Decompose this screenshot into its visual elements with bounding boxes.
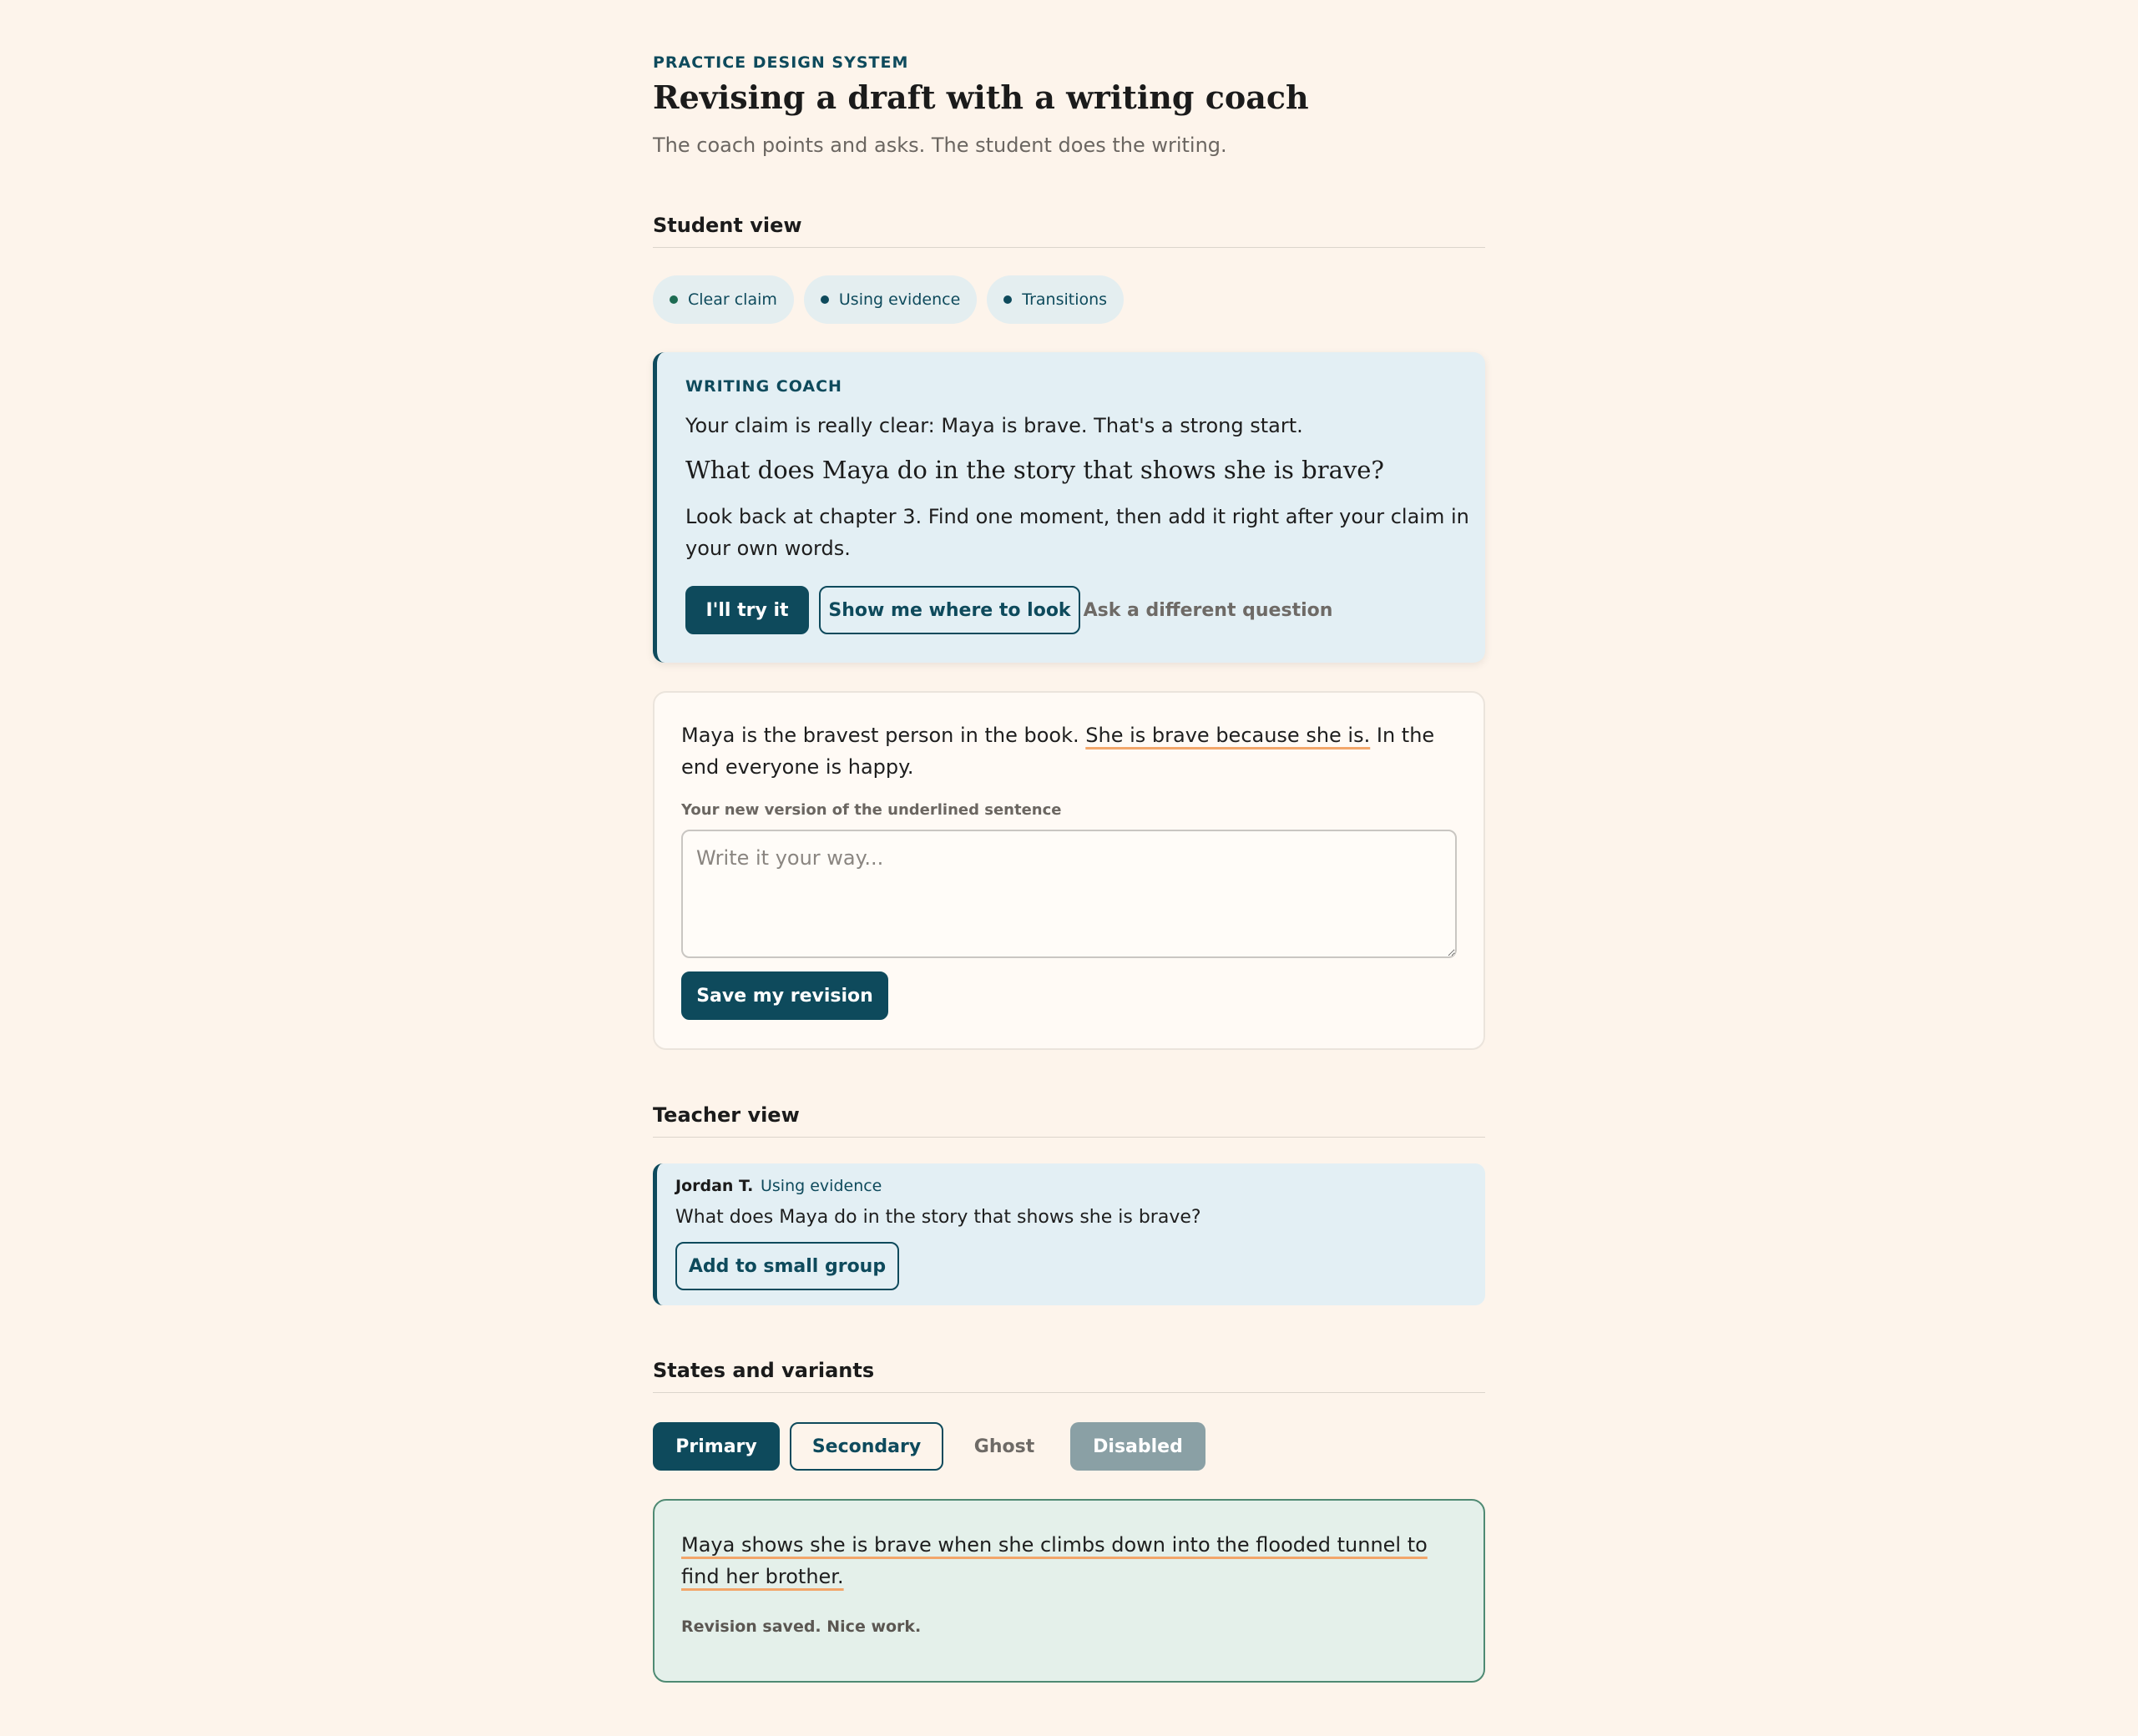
ask-different-question-button[interactable]: Ask a different question — [1090, 586, 1326, 634]
page-title: Revising a draft with a writing coach — [653, 78, 1309, 116]
coach-hint: Look back at chapter 3. Find one moment, then add it right after your claim in your own words. — [685, 505, 1469, 560]
show-where-button[interactable]: Show me where to look — [819, 586, 1080, 634]
coach-question: What does Maya do in the story that shows she is brave? — [685, 456, 1384, 484]
saved-revision-card — [653, 1499, 1485, 1683]
student-name: Jordan T. — [675, 1177, 754, 1195]
saved-status: Revision saved. Nice work. — [681, 1617, 922, 1636]
states-heading: States and variants — [653, 1359, 1485, 1393]
ghost-button[interactable]: Ghost — [953, 1422, 1055, 1471]
draft-text — [681, 719, 1458, 783]
disabled-button: Disabled — [1070, 1422, 1205, 1471]
coach-praise: Your claim is really clear: Maya is brave. That's a strong start. — [685, 414, 1303, 437]
chip-label: Using evidence — [838, 290, 961, 309]
page-subtitle: The coach points and asks. The student does the writing. — [653, 134, 1227, 157]
draft-text-before: Maya is the bravest person in the book. — [681, 724, 1086, 747]
chip-label: Transitions — [1022, 290, 1108, 309]
button-variants — [653, 1422, 1485, 1472]
try-it-button[interactable]: I'll try it — [685, 586, 809, 634]
chip-clear-claim[interactable] — [653, 275, 794, 324]
status-dot-icon — [670, 295, 678, 304]
add-to-small-group-button[interactable]: Add to small group — [675, 1242, 899, 1290]
writing-coach-card — [653, 352, 1485, 663]
teacher-student-card — [653, 1163, 1485, 1305]
teacher-view-heading: Teacher view — [653, 1103, 1485, 1138]
status-dot-icon — [1003, 295, 1012, 304]
secondary-button[interactable]: Secondary — [790, 1422, 943, 1471]
status-dot-icon — [821, 295, 829, 304]
primary-button[interactable]: Primary — [653, 1422, 780, 1471]
student-view-heading: Student view — [653, 214, 1485, 248]
chip-transitions[interactable] — [987, 275, 1124, 324]
saved-sentence: Maya shows she is brave when she climbs down into the flooded tunnel to find her brother. — [681, 1533, 1428, 1588]
revision-input[interactable] — [681, 830, 1457, 958]
saved-revision-text — [681, 1529, 1458, 1592]
save-revision-button[interactable]: Save my revision — [681, 971, 888, 1020]
skill-chips — [653, 275, 1124, 324]
chip-label: Clear claim — [688, 290, 777, 309]
teacher-question: What does Maya do in the story that shows she is brave? — [675, 1207, 1201, 1228]
skill-tag: Using evidence — [761, 1177, 882, 1195]
coach-label: WRITING COACH — [685, 377, 842, 396]
eyebrow: PRACTICE DESIGN SYSTEM — [653, 53, 909, 72]
chip-using-evidence[interactable] — [804, 275, 977, 324]
draft-text-after: In the end everyone is happy. — [681, 724, 1435, 779]
revision-field-label: Your new version of the underlined sentence — [681, 801, 1062, 819]
underlined-sentence: She is brave because she is. — [1085, 724, 1371, 747]
draft-card — [653, 691, 1485, 1050]
